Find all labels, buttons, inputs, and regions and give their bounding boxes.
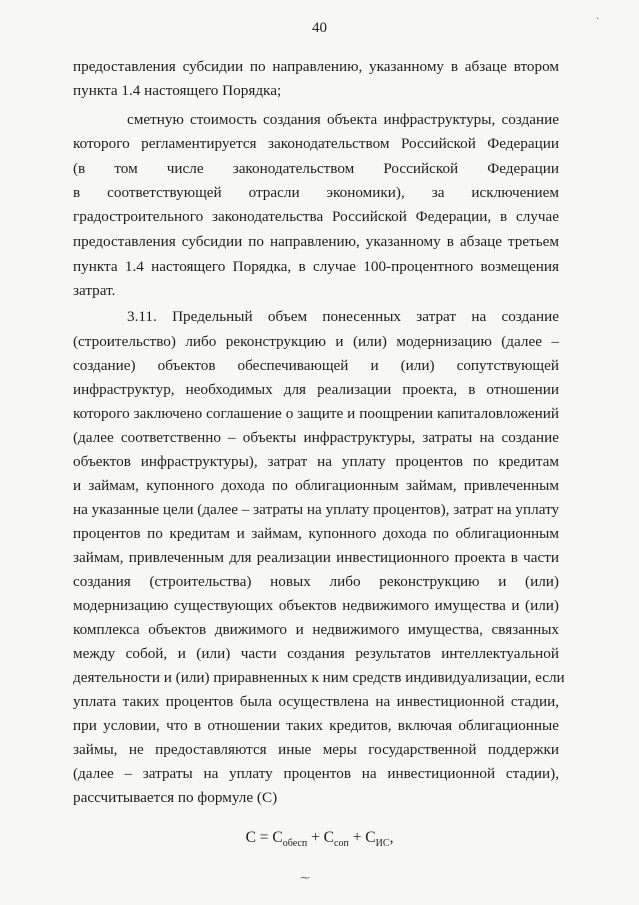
text-line: сметную стоимость создания объекта инфраструктуры, создание [127,111,559,128]
formula-plus: + С [307,829,335,846]
text-line: в соответствующей отрасли экономики), за исключением [73,184,559,201]
text-line: объектов инфраструктуры), затрат на уплату процентов по кредитам [73,453,559,470]
text-line: инфраструктур, необходимых для реализации проекта, в отношении [73,381,559,398]
text-line: займы, не предоставляются иные меры государственной поддержки [73,741,559,758]
formula-lhs: С = С [245,829,283,846]
formula-sub-is: ИС [375,838,390,850]
text-line: которого регламентируется законодательством Российской Федерации [73,135,559,152]
text-line: между собой, и (или) части создания результатов интеллектуальной [73,645,559,662]
text-line: деятельности и (или) приравненных к ним средств индивидуализации, если [73,669,565,686]
formula-plus: + С [348,829,376,846]
page-number: 40 [312,20,327,36]
text-line: займам, привлеченным для реализации инвестиционного проекта в части [73,549,559,566]
text-line: предоставления субсидии по направлению, указанному в абзаце втором [73,58,559,75]
text-line: рассчитывается по формуле (С) [73,789,278,806]
text-line: (далее соответственно – объекты инфраструктуры, затраты на создание [73,429,559,446]
text-line: градостроительного законодательства Российской Федерации, в случае [73,208,559,225]
text-line: (строительство) либо реконструкцию и (или) модернизацию (далее – [73,333,559,350]
scan-speck: ⁓ [300,873,310,884]
text-line: при условии, что в отношении таких кредитов, включая облигационные [73,717,559,734]
formula-sub-obesp: обесп [282,838,308,850]
scan-speck: · [596,14,600,25]
formula-tail: , [389,829,394,846]
text-line: модернизацию существующих объектов недвижимого имущества и (или) [73,597,559,614]
formula-sub-sop: соп [334,838,349,850]
text-line: на указанные цели (далее – затраты на уплату процентов), затрат на уплату [73,501,560,518]
text-line: создания (строительства) новых либо реконструкцию и (или) [73,573,559,590]
formula [0,829,639,849]
text-line: и займам, купонного дохода по облигационным займам, привлеченным [73,477,559,494]
text-line: предоставления субсидии по направлению, указанному в абзаце третьем [73,233,559,250]
text-line: комплекса объектов движимого и недвижимого имущества, связанных [73,621,559,638]
text-line: 3.11. Предельный объем понесенных затрат на создание [127,308,559,325]
text-line: уплата таких процентов была осуществлена на инвестиционной стадии, [73,693,559,710]
text-line: процентов по кредитам и займам, купонного дохода по облигационным [73,525,559,542]
text-line: (далее – затраты на уплату процентов на инвестиционной стадии), [73,765,559,782]
text-line: (в том числе законодательством Российской Федерации [73,160,559,177]
text-line: пункта 1.4 настоящего Порядка; [73,82,282,99]
text-line: затрат. [73,282,116,299]
text-line: пункта 1.4 настоящего Порядка, в случае 100-процентного возмещения [73,258,559,275]
text-line: создание) объектов обеспечивающей и (или) сопутствующей [73,357,559,374]
text-line: которого заключено соглашение о защите и поощрении капиталовложений [73,405,559,422]
